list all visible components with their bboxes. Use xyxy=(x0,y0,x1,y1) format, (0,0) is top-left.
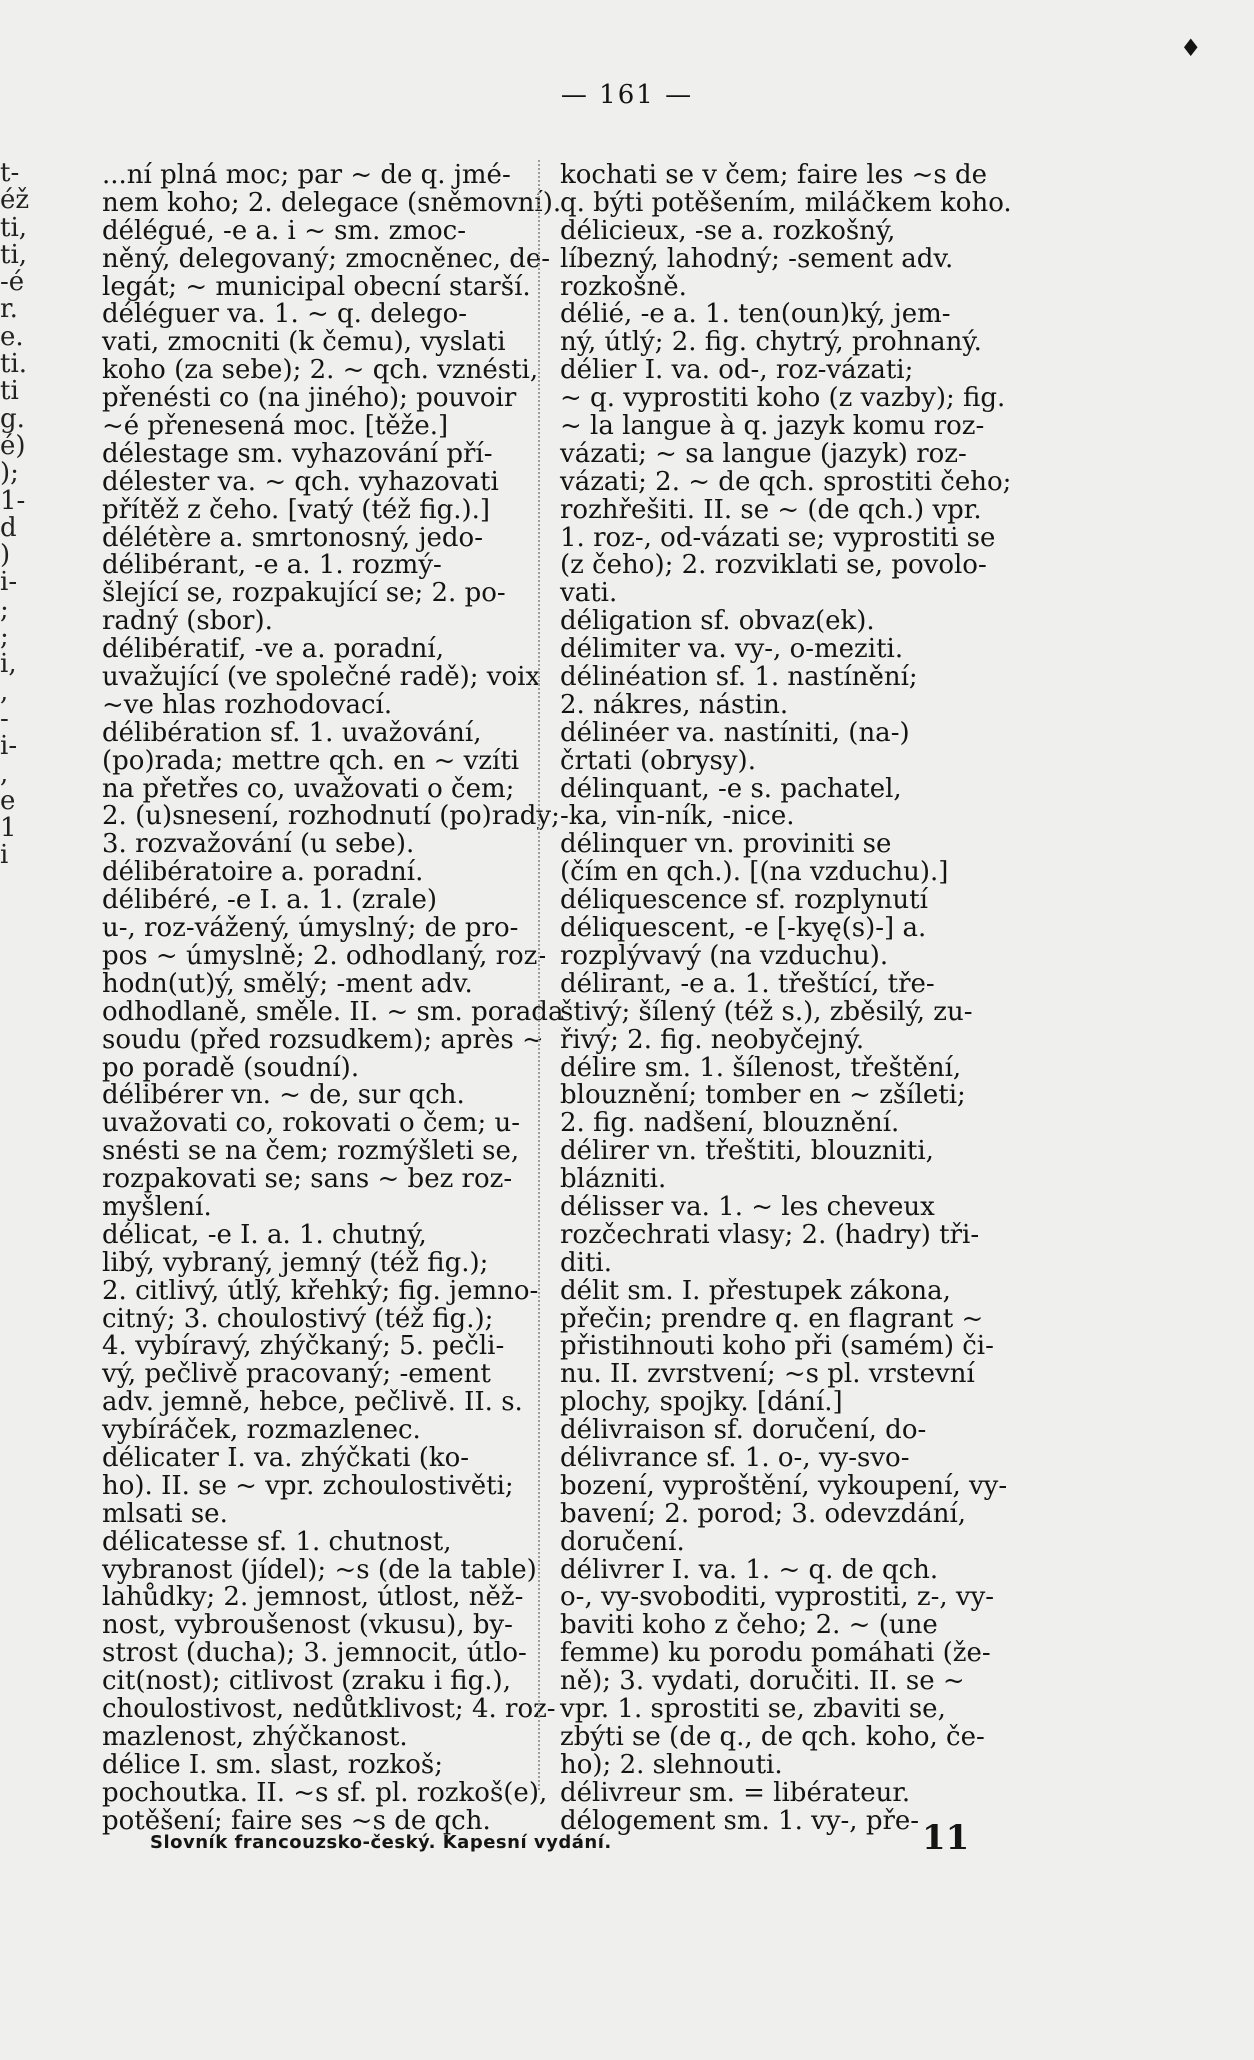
entry-line: délibérer vn. ~ de, sur qch. xyxy=(102,1080,465,1111)
entry-line: (po)rada; mettre qch. en ~ vzíti xyxy=(102,745,520,776)
entry-line: soudu (před rozsudkem); après ~ xyxy=(102,1024,544,1055)
entry-line: adv. jemně, hebce, pečlivě. II. s. xyxy=(102,1387,523,1418)
entry-line: délestage sm. vyhazování pří- xyxy=(102,438,493,469)
entry-line: délisser va. 1. ~ les cheveux xyxy=(560,1191,935,1222)
entry-line: 3. rozvažování (u sebe). xyxy=(102,829,415,860)
entry-line: nu. II. zvrstvení; ~s pl. vrstevní xyxy=(560,1359,975,1390)
entry-line: bození, vyproštění, vykoupení, vy- xyxy=(560,1470,1008,1501)
entry-line: vpr. 1. sprostiti se, zbaviti se, xyxy=(560,1693,946,1724)
entry-line: délinéation sf. 1. nastínění; xyxy=(560,662,918,693)
entry-line: šlející se, rozpakující se; 2. po- xyxy=(102,578,506,609)
entry-line: ho). II. se ~ vpr. zchoulostivěti; xyxy=(102,1470,514,1501)
entry-line: (čím en qch.). [(na vzduchu).] xyxy=(560,857,949,888)
entry-line: déligation sf. obvaz(ek). xyxy=(560,606,875,637)
entry-line: (z čeho); 2. rozviklati se, povolo- xyxy=(560,550,987,581)
entry-line: črtati (obrysy). xyxy=(560,745,756,776)
margin-fragment: t- xyxy=(0,158,20,188)
entry-line: štivý; šílený (též s.), zběsilý, zu- xyxy=(560,996,973,1027)
entry-line: doručení. xyxy=(560,1526,685,1557)
entry-line: délicatesse sf. 1. chutnost, xyxy=(102,1526,452,1557)
entry-line: ný, útlý; 2. fig. chytrý, prohnaný. xyxy=(560,327,982,358)
margin-fragment: e. xyxy=(0,321,24,352)
entry-line: mazlenost, zhýčkanost. xyxy=(102,1721,408,1752)
entry-line: délinquant, -e s. pachatel, xyxy=(560,773,902,804)
entry-line: 4. vybíravý, zhýčkaný; 5. pečli- xyxy=(102,1331,505,1362)
column-divider xyxy=(538,160,540,1790)
entry-line: délogement sm. 1. vy-, pře- xyxy=(560,1805,920,1836)
entry-line: délibératoire a. poradní. xyxy=(102,857,424,888)
entry-line: délégué, -e a. i ~ sm. zmoc- xyxy=(102,215,467,246)
entry-line: délivrance sf. 1. o-, vy-svo- xyxy=(560,1442,910,1473)
entry-line: délivreur sm. = libérateur. xyxy=(560,1777,911,1808)
entry-line: ~ve hlas rozhodovací. xyxy=(102,689,393,720)
footer-publication-title: Slovník francouzsko-český. Kapesní vydání. xyxy=(150,1832,612,1853)
entry-line: vybíráček, rozmazlenec. xyxy=(102,1415,421,1446)
entry-line: pos ~ úmyslně; 2. odhodlaný, roz- xyxy=(102,940,547,971)
margin-fragment: e xyxy=(0,785,16,816)
entry-line: koho (za sebe); 2. ~ qch. vznésti, xyxy=(102,355,539,386)
entry-line: přenésti co (na jiného); pouvoir xyxy=(102,383,517,414)
margin-fragment: ; xyxy=(0,594,9,625)
entry-line: nem koho; 2. delegace (sněmovní). xyxy=(102,187,562,218)
entry-line: rozpakovati se; sans ~ bez roz- xyxy=(102,1164,513,1195)
entry-line: hodn(ut)ý, smělý; -ment adv. xyxy=(102,968,473,999)
margin-fragment: é) xyxy=(0,430,26,461)
entry-line: délibératif, -ve a. poradní, xyxy=(102,634,444,665)
entry-line: přítěž z čeho. [vatý (též fig.).] xyxy=(102,494,491,525)
entry-line: délibérant, -e a. 1. rozmý- xyxy=(102,550,442,581)
entry-line: ~ q. vyprostiti koho (z vazby); fig. xyxy=(560,383,1006,414)
entry-line: vázati; 2. ~ de qch. sprostiti čeho; xyxy=(560,466,1012,497)
previous-page-margin xyxy=(0,158,30,871)
entry-line: přistihnouti koho při (samém) či- xyxy=(560,1331,994,1362)
margin-fragment: , xyxy=(0,758,9,789)
margin-fragment: r. xyxy=(0,294,18,325)
margin-fragment: éž xyxy=(0,185,30,216)
entry-line: uvažující (ve společné radě); voix xyxy=(102,662,541,693)
entry-line: mlsati se. xyxy=(102,1498,228,1529)
signature-mark: 11 xyxy=(922,1818,970,1858)
entry-line: odhodlaně, směle. II. ~ sm. porada xyxy=(102,996,564,1027)
margin-fragment: ti xyxy=(0,376,19,407)
entry-line: blouznění; tomber en ~ zšíleti; xyxy=(560,1080,966,1111)
entry-line: snésti se na čem; rozmýšleti se, xyxy=(102,1136,520,1167)
entry-line: 2. nákres, nástin. xyxy=(560,689,789,720)
entry-line: po poradě (soudní). xyxy=(102,1052,360,1083)
entry-line: déliquescence sf. rozplynutí xyxy=(560,885,928,916)
entry-line: vybranost (jídel); ~s (de la table) xyxy=(102,1554,537,1585)
entry-line: vázati; ~ sa langue (jazyk) roz- xyxy=(560,438,967,469)
entry-line: něný, delegovaný; zmocněnec, de- xyxy=(102,243,551,274)
margin-fragment: ; xyxy=(0,622,9,653)
margin-fragment: ti, xyxy=(0,239,28,270)
entry-line: potěšení; faire ses ~s de qch. xyxy=(102,1805,491,1836)
entry-line: délimiter va. vy-, o-meziti. xyxy=(560,634,904,665)
entry-line: přečin; prendre q. en flagrant ~ xyxy=(560,1303,984,1334)
entry-line: u-, roz-vážený, úmyslný; de pro- xyxy=(102,913,519,944)
entry-line: řivý; 2. fig. neobyčejný. xyxy=(560,1024,865,1055)
entry-line: délivrer I. va. 1. ~ q. de qch. xyxy=(560,1554,939,1585)
entry-line: ně); 3. vydati, doručiti. II. se ~ xyxy=(560,1666,965,1697)
entry-line: -ka, vin-ník, -nice. xyxy=(560,801,795,832)
entry-line: baviti koho z čeho; 2. ~ (une xyxy=(560,1610,938,1641)
entry-line: strost (ducha); 3. jemnocit, útlo- xyxy=(102,1638,527,1669)
margin-fragment: 1- xyxy=(0,485,26,516)
margin-fragment: i xyxy=(0,840,9,871)
entry-line: délier I. va. od-, roz-vázati; xyxy=(560,355,914,386)
entry-line: q. býti potěšením, miláčkem koho. xyxy=(560,187,1012,218)
entry-line: rozplývavý (na vzduchu). xyxy=(560,940,889,971)
entry-line: legát; ~ municipal obecní starší. xyxy=(102,271,531,302)
entry-line: pochoutka. II. ~s sf. pl. rozkoš(e), xyxy=(102,1777,548,1808)
margin-fragment: ) xyxy=(0,540,11,571)
entry-line: déléguer va. 1. ~ q. delego- xyxy=(102,299,468,330)
entry-line: 2. citlivý, útlý, křehký; fig. jemno- xyxy=(102,1275,539,1306)
entry-line: délice I. sm. slast, rozkoš; xyxy=(102,1749,443,1780)
entry-line: délétère a. smrtonosný, jedo- xyxy=(102,522,483,553)
entry-line: délit sm. I. přestupek zákona, xyxy=(560,1275,951,1306)
entry-line: 2. (u)snesení, rozhodnutí (po)rady; xyxy=(102,801,560,832)
margin-fragment: i, xyxy=(0,649,17,680)
margin-fragment: ti, xyxy=(0,212,28,243)
entry-line: ~ la langue à q. jazyk komu roz- xyxy=(560,411,985,442)
entry-line: délinéer va. nastíniti, (na-) xyxy=(560,717,910,748)
page-number-header: — 161 — xyxy=(560,80,694,110)
entry-line: na přetřes co, uvažovati o čem; xyxy=(102,773,515,804)
margin-fragment: ); xyxy=(0,458,19,489)
entry-line: rozhřešiti. II. se ~ (de qch.) vpr. xyxy=(560,494,982,525)
margin-fragment: , xyxy=(0,676,9,707)
entry-line: kochati se v čem; faire les ~s de xyxy=(560,160,988,190)
entry-line: rozkošně. xyxy=(560,271,687,302)
entry-line: ...ní plná moc; par ~ de q. jmé- xyxy=(102,160,511,190)
entry-line: délicieux, -se a. rozkošný, xyxy=(560,215,896,246)
margin-fragment: i- xyxy=(0,731,18,762)
entry-line: nost, vybroušenost (vkusu), by- xyxy=(102,1610,513,1641)
entry-line: délibération sf. 1. uvažování, xyxy=(102,717,482,748)
entry-line: zbýti se (de q., de qch. koho, če- xyxy=(560,1721,985,1752)
entry-line: délié, -e a. 1. ten(oun)ký, jem- xyxy=(560,299,951,330)
left-column xyxy=(102,160,564,1836)
entry-line: délivraison sf. doručení, do- xyxy=(560,1415,927,1446)
entry-line: délester va. ~ qch. vyhazovati xyxy=(102,466,499,497)
entry-line: libý, vybraný, jemný (též fig.); xyxy=(102,1247,489,1278)
entry-line: délirer vn. třeštiti, blouzniti, xyxy=(560,1136,934,1167)
margin-fragment: - xyxy=(0,703,9,734)
entry-line: 1. roz-, od-vázati se; vyprostiti se xyxy=(560,522,996,553)
entry-line: diti. xyxy=(560,1247,612,1278)
entry-line: délicater I. va. zhýčkati (ko- xyxy=(102,1442,470,1473)
entry-line: rozčechrati vlasy; 2. (hadry) tři- xyxy=(560,1219,980,1250)
entry-line: blázniti. xyxy=(560,1164,667,1195)
entry-line: délire sm. 1. šílenost, třeštění, xyxy=(560,1052,962,1083)
entry-line: vati. xyxy=(560,578,618,609)
entry-line: délirant, -e a. 1. třeštící, tře- xyxy=(560,968,935,999)
entry-line: vati, zmocniti (k čemu), vyslati xyxy=(102,327,506,358)
corner-mark: ♦ xyxy=(1180,34,1202,62)
entry-line: uvažovati co, rokovati o čem; u- xyxy=(102,1108,521,1139)
entry-line: femme) ku porodu pomáhati (že- xyxy=(560,1638,991,1669)
entry-line: vý, pečlivě pracovaný; -ement xyxy=(102,1359,491,1390)
entry-line: cit(nost); citlivost (zraku i fig.), xyxy=(102,1666,511,1697)
entry-line: bavení; 2. porod; 3. odevzdání, xyxy=(560,1498,967,1529)
entry-line: choulostivost, nedůtklivost; 4. roz- xyxy=(102,1693,556,1724)
entry-line: délibéré, -e I. a. 1. (zrale) xyxy=(102,885,437,916)
right-column xyxy=(560,162,1060,1835)
entry-line: líbezný, lahodný; -sement adv. xyxy=(560,243,954,274)
margin-fragment: g. xyxy=(0,403,25,434)
entry-line: ~é přenesená moc. [těže.] xyxy=(102,411,449,442)
margin-fragment: ti. xyxy=(0,349,28,380)
entry-line: radný (sbor). xyxy=(102,606,273,637)
margin-fragment: d xyxy=(0,512,17,543)
entry-line: myšlení. xyxy=(102,1191,212,1222)
entry-line: délicat, -e I. a. 1. chutný, xyxy=(102,1219,427,1250)
margin-fragment: 1 xyxy=(0,813,17,844)
entry-line: o-, vy-svoboditi, vyprostiti, z-, vy- xyxy=(560,1582,995,1613)
entry-line: 2. fig. nadšení, blouznění. xyxy=(560,1108,900,1139)
entry-line: lahůdky; 2. jemnost, útlost, něž- xyxy=(102,1582,524,1613)
margin-fragment: i- xyxy=(0,567,18,598)
entry-line: ho); 2. slehnouti. xyxy=(560,1749,783,1780)
entry-line: déliquescent, -e [-kyę(s)-] a. xyxy=(560,913,927,944)
entry-line: plochy, spojky. [dání.] xyxy=(560,1387,843,1418)
entry-line: citný; 3. choulostivý (též fig.); xyxy=(102,1303,494,1334)
margin-fragment: -é xyxy=(0,267,25,298)
entry-line: délinquer vn. proviniti se xyxy=(560,829,892,860)
